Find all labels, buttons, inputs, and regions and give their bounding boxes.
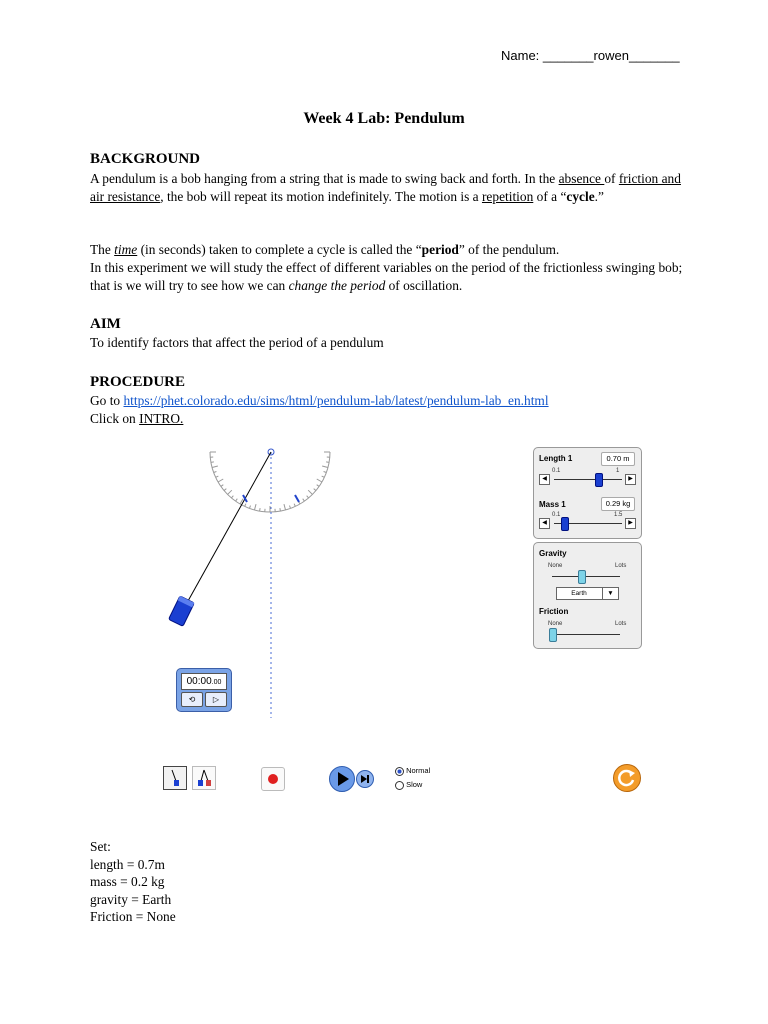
record-icon	[262, 768, 284, 790]
protractor-ticks	[210, 452, 330, 512]
protractor-tick	[214, 471, 217, 472]
gravity-none-label: None	[548, 563, 563, 569]
length-slider-thumb[interactable]	[595, 473, 603, 487]
text: of a “	[533, 189, 567, 204]
protractor-tick	[317, 479, 322, 482]
radio-selected-icon	[395, 767, 404, 776]
intro-text: INTRO.	[139, 411, 184, 426]
protractor-tick	[236, 499, 238, 501]
two-pendulums-icon	[193, 767, 215, 789]
protractor-tick	[216, 476, 219, 477]
stopwatch-ms: .00	[211, 679, 222, 686]
length-increase-button[interactable]: ▶	[625, 474, 636, 485]
friction-lots-label: Lots	[615, 621, 627, 627]
length-min: 0.1	[552, 468, 561, 474]
length-value: 0.70 m	[601, 452, 635, 466]
play-icon	[330, 767, 354, 791]
protractor-tick	[212, 466, 218, 468]
ruler-tool-button[interactable]	[163, 766, 187, 790]
mass-decrease-button[interactable]: ◀	[539, 518, 550, 529]
protractor-tick	[260, 508, 261, 511]
speed-normal-option[interactable]	[395, 766, 430, 776]
absence-text: absence	[558, 171, 605, 186]
stopwatch-time: 00:00	[186, 676, 212, 687]
gravity-slider-thumb[interactable]	[578, 570, 586, 584]
setting-length: length = 0.7m	[90, 856, 165, 872]
mass-min: 0.1	[552, 512, 561, 518]
protractor-tick	[231, 496, 233, 498]
stopwatch-display	[181, 673, 227, 690]
gravity-label: Gravity	[539, 549, 567, 558]
radio-icon	[395, 781, 404, 790]
time-text: time	[114, 242, 138, 257]
gravity-slider-track[interactable]	[552, 576, 620, 577]
protractor-tick	[228, 490, 232, 494]
friction-none-label: None	[548, 621, 563, 627]
length-max: 1	[616, 468, 620, 474]
protractor-tick	[326, 462, 329, 463]
reset-button[interactable]	[613, 764, 641, 792]
background-paragraph-1	[90, 170, 690, 206]
length-label: Length 1	[539, 454, 573, 463]
reset-icon	[614, 765, 640, 791]
length-slider-track[interactable]	[554, 479, 622, 480]
protractor-tick	[280, 508, 281, 511]
mass-increase-button[interactable]: ▶	[625, 518, 636, 529]
protractor-tick	[294, 504, 295, 507]
phet-link[interactable]: https://phet.colorado.edu/sims/html/pendulum-lab/latest/pendulum-lab_en.html	[123, 393, 549, 408]
gravity-lots-label: Lots	[615, 563, 627, 569]
background-paragraph-2	[90, 241, 690, 259]
aim-heading: AIM	[90, 316, 121, 332]
friction-slider-track[interactable]	[552, 634, 620, 635]
reset-icon: ⟲	[188, 695, 196, 704]
chevron-down-icon: ▼	[602, 588, 618, 599]
gravity-friction-panel	[533, 542, 642, 649]
protractor-tick	[221, 485, 223, 487]
page-title: Week 4 Lab: Pendulum	[303, 110, 465, 127]
protractor-tick	[218, 479, 223, 482]
protractor-tick	[307, 496, 309, 498]
friction-slider-thumb[interactable]	[549, 628, 557, 642]
text: of	[604, 171, 619, 186]
text: In this experiment we will study the effect of different variables on the period of the frictionless swinging bob; that is we will try to see how we can	[90, 260, 683, 293]
protractor-tick	[322, 466, 328, 468]
text: A pendulum is a bob hanging from a string that is made to swing back and forth. In the	[90, 171, 559, 186]
text: Click on	[90, 411, 140, 426]
text: Go to	[90, 393, 124, 408]
protractor-tick	[314, 489, 316, 491]
text: , the bob will repeat its motion indefinitely. The motion is a	[160, 189, 482, 204]
play-button[interactable]	[329, 766, 355, 792]
text: .”	[594, 189, 604, 204]
procedure-heading: PROCEDURE	[90, 374, 186, 390]
mass-slider-thumb[interactable]	[561, 517, 569, 531]
period-text: period	[421, 242, 459, 257]
mass-label: Mass 1	[539, 500, 566, 509]
protractor-tick	[254, 504, 256, 510]
protractor-tick	[324, 471, 327, 472]
mass-max: 1.5	[614, 512, 623, 518]
step-icon	[357, 771, 373, 787]
background-paragraph-3	[90, 259, 690, 295]
pendulum-simulation	[113, 440, 643, 795]
protractor-tick	[245, 504, 246, 507]
mass-value: 0.29 kg	[601, 497, 635, 511]
protractor-tick	[284, 504, 286, 510]
background-heading: BACKGROUND	[90, 151, 201, 167]
record-button[interactable]	[261, 767, 285, 791]
protractor-tick	[211, 462, 214, 463]
length-decrease-button[interactable]: ◀	[539, 474, 550, 485]
pendulum-string	[183, 452, 271, 610]
text: of oscillation.	[385, 278, 463, 293]
name-label: Name:	[501, 48, 540, 63]
gravity-select[interactable]	[556, 587, 619, 600]
angle-marker	[295, 495, 299, 502]
speed-normal-label: Normal	[406, 766, 431, 775]
protractor-tick	[289, 506, 290, 509]
settings-list	[90, 838, 690, 926]
protractor-arc	[210, 452, 330, 512]
text: (in seconds) taken to complete a cycle is called the “	[137, 242, 422, 257]
protractor-tick	[224, 489, 226, 491]
procedure-goto-line	[90, 392, 690, 410]
protractor-tick	[308, 490, 312, 494]
procedure-click-line	[90, 410, 690, 428]
stopwatch-start-button[interactable]	[205, 692, 227, 707]
protractor-tick	[317, 485, 319, 487]
repetition-text: repetition	[481, 189, 534, 204]
name-line	[501, 48, 680, 63]
stopwatch[interactable]	[176, 668, 232, 712]
protractor-tick	[249, 506, 250, 509]
pendulum-bob[interactable]	[169, 596, 195, 626]
speed-slow-option[interactable]	[395, 780, 422, 790]
setting-gravity: gravity = Earth	[90, 891, 172, 907]
pendulum-icon	[164, 767, 186, 789]
play-icon: ▷	[212, 695, 220, 704]
two-pendulum-button[interactable]	[192, 766, 216, 790]
length-mass-panel	[533, 447, 642, 539]
setting-friction: Friction = None	[90, 909, 176, 924]
text: ” of the pendulum.	[458, 242, 560, 257]
change-period-text: change the period	[288, 278, 386, 293]
speed-slow-label: Slow	[406, 780, 423, 789]
protractor-tick	[303, 499, 305, 501]
protractor-tick	[322, 476, 325, 477]
friction-text: friction and air resistance	[90, 171, 681, 204]
name-value: _______rowen_______	[542, 48, 680, 63]
set-label: Set:	[90, 839, 111, 854]
cycle-text: cycle	[566, 189, 595, 204]
aim-text: To identify factors that affect the period of a pendulum	[90, 335, 384, 350]
friction-label: Friction	[539, 607, 569, 616]
step-button[interactable]	[356, 770, 374, 788]
setting-mass: mass = 0.2 kg	[90, 874, 165, 889]
gravity-select-value: Earth	[571, 590, 587, 597]
stopwatch-reset-button[interactable]	[181, 692, 203, 707]
text: The	[90, 242, 115, 257]
